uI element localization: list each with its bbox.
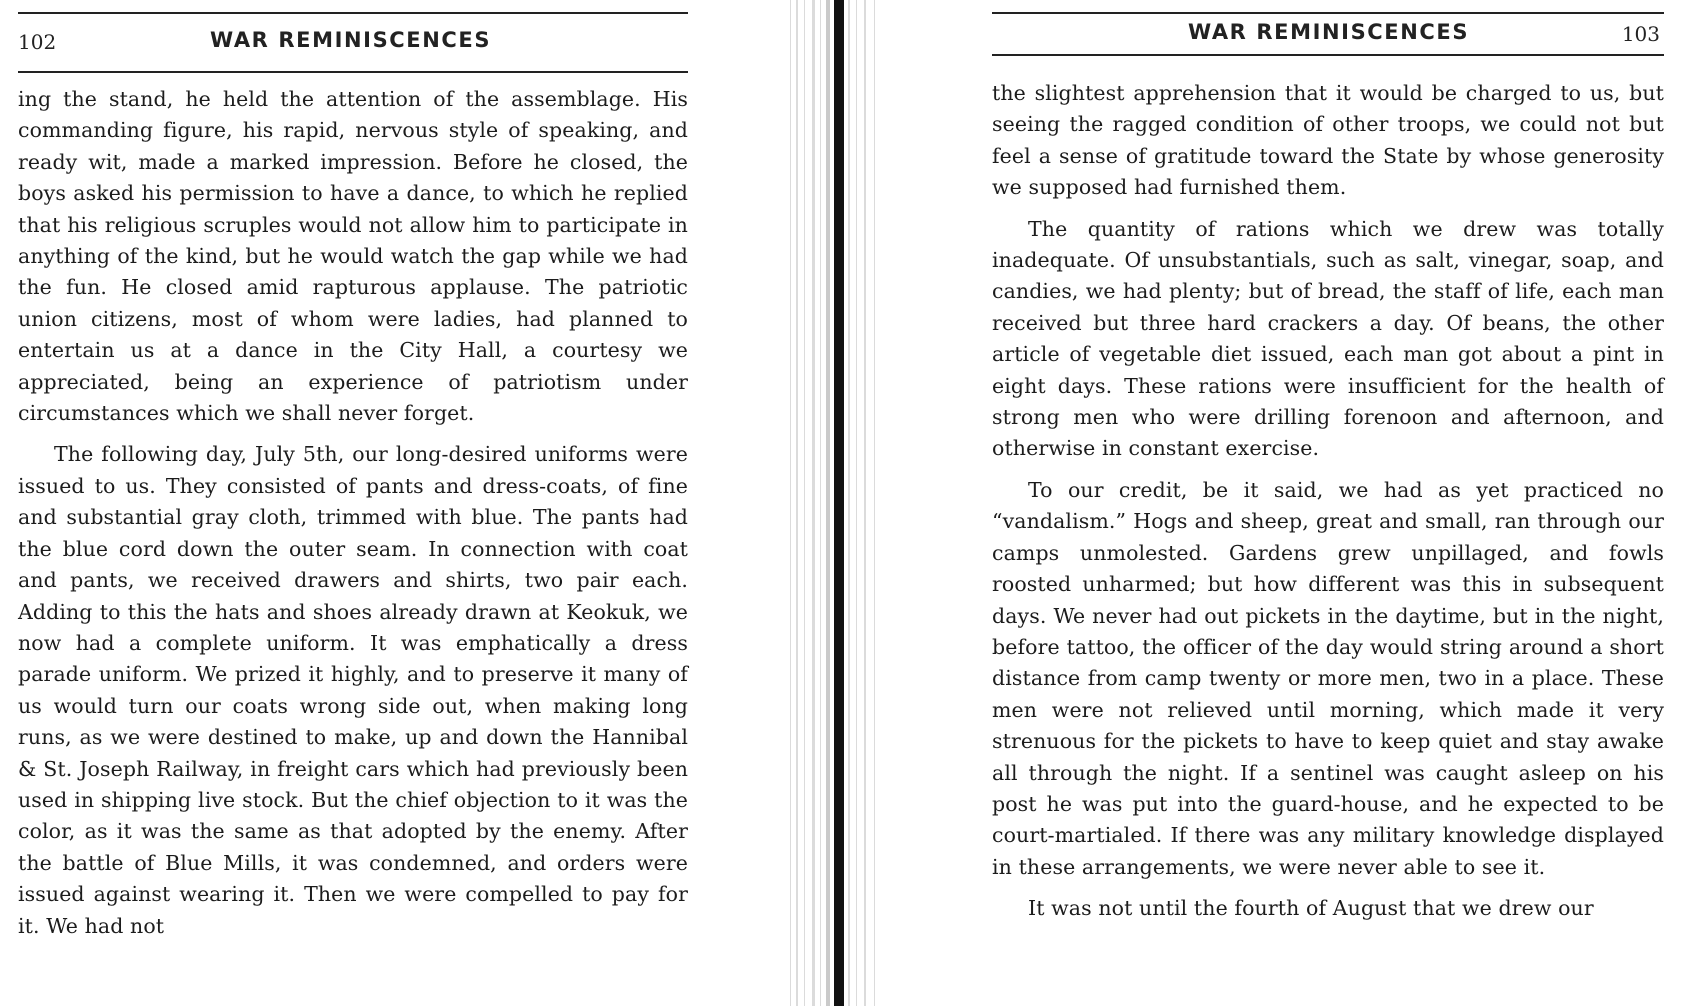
running-title: WAR REMINISCENCES — [210, 28, 492, 52]
paragraph: the slightest apprehension that it would be charged to us, but seeing the ragged condition of other troops, we could not but feel a sense of gratitude toward the State by whose generosity we supposed had furnished them. — [992, 81, 1664, 200]
page-number: 103 — [1621, 22, 1660, 46]
book-gutter — [790, 0, 890, 1006]
paragraph: ing the stand, he held the attention of the assemblage. His commanding figure, his rapid, nervous style of speaking, and ready wit, made a marked impression. Before he closed, the boys asked his permission to have a dance, to which he replied that his religious scruples would not allow him to participate in anything of the kind, but he would watch the gap while we had the fun. He closed amid rapturous applause. The patriotic union citizens, most of whom were ladies, had planned to entertain us at a dance in the City Hall, a courtesy we appreciated, being an experience of patriotism under circumstances which we shall never forget. — [18, 87, 688, 426]
paragraph: It was not until the fourth of August that we drew our — [1028, 896, 1594, 921]
paragraph: To our credit, be it said, we had as yet practiced no “vandalism.” Hogs and sheep, great and small, ran through our camps unmolested. Gardens grew unpillaged, and fowls roosted unharmed; but how different was this in subsequent days. We never had out pickets in the daytime, but in the night, before tattoo, the officer of the day would string around a short distance from camp twenty or more men, two in a place. These men were not relieved until morning, which made it very strenuous for the pickets to have to keep quiet and stay awake all through the night. If a sentinel was caught asleep on his post he was put into the guard-house, and he expected to be court-martialed. If there was any military knowledge displayed in these arrangements, we were never able to see it. — [992, 477, 1664, 879]
header-top-rule — [18, 12, 688, 14]
header-bottom-rule — [992, 54, 1664, 56]
running-title: WAR REMINISCENCES — [1188, 20, 1470, 44]
page-header — [18, 22, 688, 58]
page-number: 102 — [18, 30, 57, 54]
header-bottom-rule — [18, 71, 688, 73]
body-text — [18, 84, 688, 942]
body-text — [992, 78, 1664, 925]
paragraph: The quantity of rations which we drew was totally inadequate. Of unsubstantials, such as salt, vinegar, soap, and candies, we had plenty; but of bread, the staff of life, each man received but three hard crackers a day. Of beans, the other article of vegetable diet issued, each man got about a pint in eight days. These rations were insufficient for the health of strong men who were drilling forenoon and afternoon, and otherwise in constant exercise. — [992, 216, 1664, 461]
paragraph: The following day, July 5th, our long-desired uniforms were issued to us. They consisted of pants and dress-coats, of fine and substantial gray cloth, trimmed with blue. The pants had the blue cord down the outer seam. In connection with coat and pants, we received drawers and shirts, two pair each. Adding to this the hats and shoes already drawn at Keokuk, we now had a complete uniform. It was emphatically a dress parade uniform. We prized it highly, and to preserve it many of us would turn our coats wrong side out, when making long runs, as we were destined to make, up and down the Hannibal & St. Joseph Railway, in freight cars which had previously been used in shipping live stock. But the chief objection to it was the color, as it was the same as that adopted by the enemy. After the battle of Blue Mills, it was condemned, and orders were issued against wearing it. Then we were compelled to pay for it. We had not — [18, 442, 688, 938]
page-header — [992, 14, 1664, 50]
spine — [834, 0, 844, 1006]
